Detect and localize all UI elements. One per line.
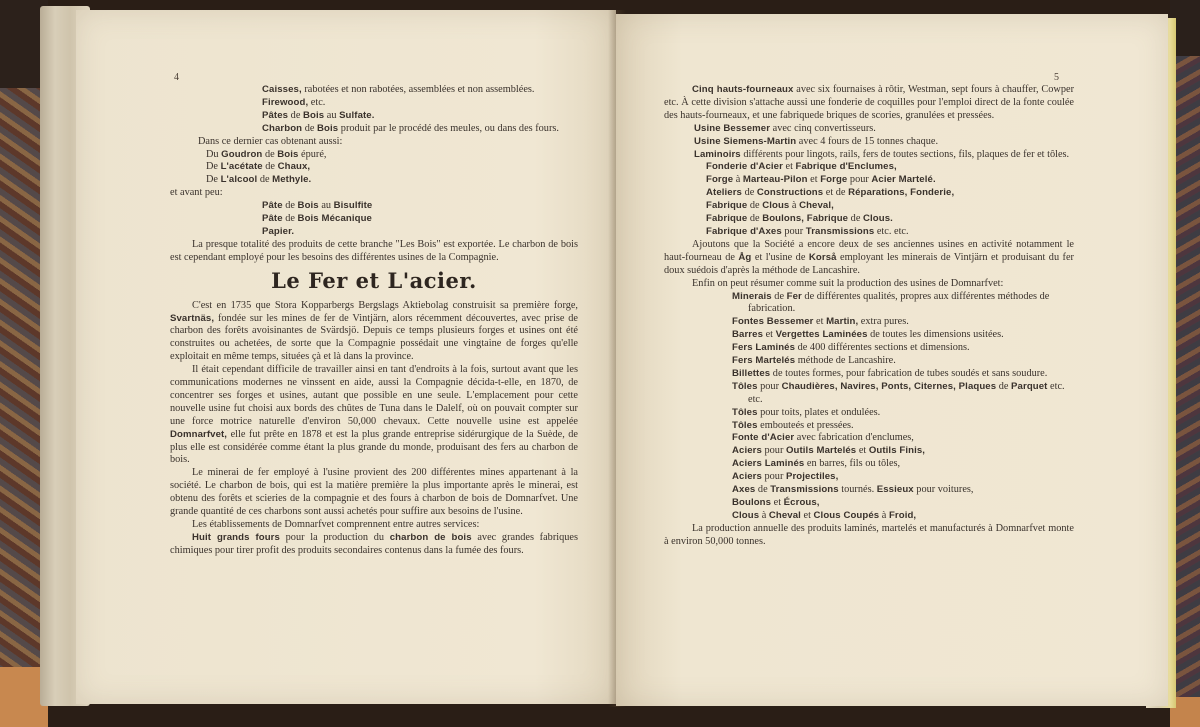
left-page — [76, 10, 616, 704]
paragraph: Cinq hauts-fourneaux avec six fournaises à rôtir, Westman, sept fours à chauffer, Cowper etc. À cette division s'attache aussi une fonderie de coquilles pour l'emploi direct de la fonte coulée des hauts-fourneaux, et une fabriquede briques de scories, granulées et pressées. — [664, 84, 1075, 121]
list-item: Fontes Bessemer et Martin, extra pures. — [732, 316, 909, 328]
text-line: Usine Siemens-Martin avec 4 fours de 15 tonnes chaque. — [694, 135, 939, 147]
page-number: 5 — [1054, 72, 1059, 83]
paragraph: Le minerai de fer employé à l'usine provient des 200 différentes mines appartenant à la société. Le charbon de bois, qui est la matière première la plus importante après le minerai, est obtenu des forêts et scieries de la compagnie et des fours à charbon de bois de Domnarfvet. Une grande quantité de ces charbons sont aussi achetés pour suffire aux besoins de l'usine. — [170, 467, 578, 518]
list-item: Fonte d'Acier avec fabrication d'enclumes, — [732, 432, 914, 444]
product-list — [170, 84, 578, 136]
paragraph: Laminoirs différents pour lingots, rails, fers de toutes sections, fils, plaques de fer et tôles. — [694, 148, 1070, 160]
list-item: Fonderie d'Acier et Fabrique d'Enclumes, — [706, 161, 897, 173]
list-item: Pâte de Bois Mécanique — [262, 213, 372, 225]
future-list — [170, 200, 578, 239]
list-item: Aciers pour Projectiles, — [732, 471, 839, 483]
list-item: Forge à Marteau-Pilon et Forge pour Acier Martelé. — [706, 174, 936, 186]
list-item: Axes de Transmissions tournés. Essieux pour voitures, — [732, 484, 974, 496]
paragraph: Enfin on peut résumer comme suit la production des usines de Domnarfvet: — [692, 277, 1004, 289]
list-item: Barres et Vergettes Laminées de toutes les dimensions usitées. — [732, 329, 1004, 341]
list-item: Aciers Laminés en barres, fils ou tôles, — [732, 458, 901, 470]
left-page-text — [170, 84, 578, 558]
section-heading: Le Fer et L'acier. — [271, 267, 477, 293]
list-item: Aciers pour Outils Martelés et Outils Finis, — [732, 445, 926, 457]
list-item: Du Goudron de Bois épuré, — [206, 148, 327, 160]
right-page-text — [664, 84, 1074, 549]
list-item: Caisses, rabotées et non rabotées, assemblées et non assemblées. — [262, 84, 535, 95]
list-item: Fabrique d'Axes pour Transmissions etc. etc. — [706, 225, 909, 237]
list-item: Firewood, etc. — [262, 96, 326, 108]
list-item: Tôles pour Chaudières, Navires, Ponts, Citernes, Plaques de Parquet etc. etc. — [732, 380, 1065, 405]
text-line: Usine Bessemer avec cinq convertisseurs. — [694, 122, 876, 134]
list-item: Clous à Cheval et Clous Coupés à Froid, — [732, 509, 917, 521]
factory-list — [664, 161, 1074, 238]
page-number: 4 — [174, 72, 179, 83]
list-item: Minerais de Fer de différentes qualités, propres aux différentes méthodes de fabrication. — [732, 290, 1050, 315]
text-line: Dans ce dernier cas obtenant aussi: — [198, 135, 343, 147]
list-item: Tôles pour toits, plates et ondulées. — [732, 406, 881, 418]
list-item: Charbon de Bois produit par le procédé des meules, ou dans des fours. — [262, 122, 559, 134]
paragraph: C'est en 1735 que Stora Kopparbergs Bergslags Aktiebolag construisit sa première forge, Svartnäs, fondée sur les mines de fer de Vintjärn, alors récemment découvertes, avec prise de charbon des forêts avoisinantes de Svärdsjö. Depuis ce temps plusieurs forges et usines ont été construites ou achetées, de sorte que la Compagnie possédait une vingtaine de forges qu'elle exploitait en même temps, situées çà et là dans la province. — [170, 299, 578, 363]
list-item: Boulons et Écrous, — [732, 497, 820, 508]
paragraph: Les établissements de Domnarfvet comprennent entre autres services: — [192, 519, 480, 530]
list-item: Fers Martelés méthode de Lancashire. — [732, 355, 896, 367]
paragraph: Huit grands fours pour la production du charbon de bois avec grandes fabriques chimiques pour tirer profit des produits secondaires contenus dans la fumée des fours. — [170, 531, 578, 556]
paragraph: La presque totalité des produits de cette branche "Les Bois" est exportée. Le charbon de bois est cependant employé pour les besoins des différentes usines de la Compagnie. — [170, 238, 578, 263]
list-item: Pâte de Bois au Bisulfite — [262, 200, 373, 212]
list-item: De L'alcool de Methyle. — [206, 174, 312, 186]
derived-list — [170, 149, 578, 188]
paragraph: Ajoutons que la Société a encore deux de ses anciennes usines en activité notamment le haut-fourneau de Åg et l'usine de Korså employant les minerais de Vintjärn et produisant du fer doux suédois d'après la méthode de Lancashire. — [664, 238, 1074, 276]
list-item: Ateliers de Constructions et de Réparations, Fonderie, — [706, 187, 955, 199]
list-item: Papier. — [262, 225, 295, 237]
list-item: Fabrique de Clous à Cheval, — [706, 200, 834, 212]
list-item: Fabrique de Boulons, Fabrique de Clous. — [706, 213, 893, 225]
paragraph: La production annuelle des produits laminés, martelés et manufacturés à Domnarfvet monte à environ 50,000 tonnes. — [664, 522, 1074, 547]
list-item: Pâtes de Bois au Sulfate. — [262, 109, 375, 121]
list-item: Tôles embouteés et pressées. — [732, 419, 854, 431]
list-item: De L'acétate de Chaux, — [206, 161, 311, 173]
list-item: Billettes de toutes formes, pour fabrication de tubes soudés et sans soudure. — [732, 367, 1048, 379]
product-list — [664, 291, 1074, 523]
paragraph: Il était cependant difficile de travailler ainsi en tant d'endroits à la fois, surtout avant que les communications modernes ne vinssent en aide, aussi la Compagnie décida-t-elle, en 1870, de concentrer ses forges et usines, autant que possible en une seule. L'emplacement pour cette nouvelle usine fut choisi aux bords des chûtes de Tuna dans le Dalelf, où on pouvait compter sur une force motrice naturelle d'environ 50,000 chevaux. Cette nouvelle usine est appelée Domnarfvet, elle fut prête en 1878 et est la plus grande entreprise sidérurgique de la Suède, de plus elle est considérée comme étant la plus grande du monde, produisant des fers au charbon de bois. — [170, 364, 578, 466]
list-item: Fers Laminés de 400 différentes sections et dimensions. — [732, 342, 970, 354]
text-line: et avant peu: — [170, 187, 223, 199]
right-page — [616, 14, 1168, 706]
